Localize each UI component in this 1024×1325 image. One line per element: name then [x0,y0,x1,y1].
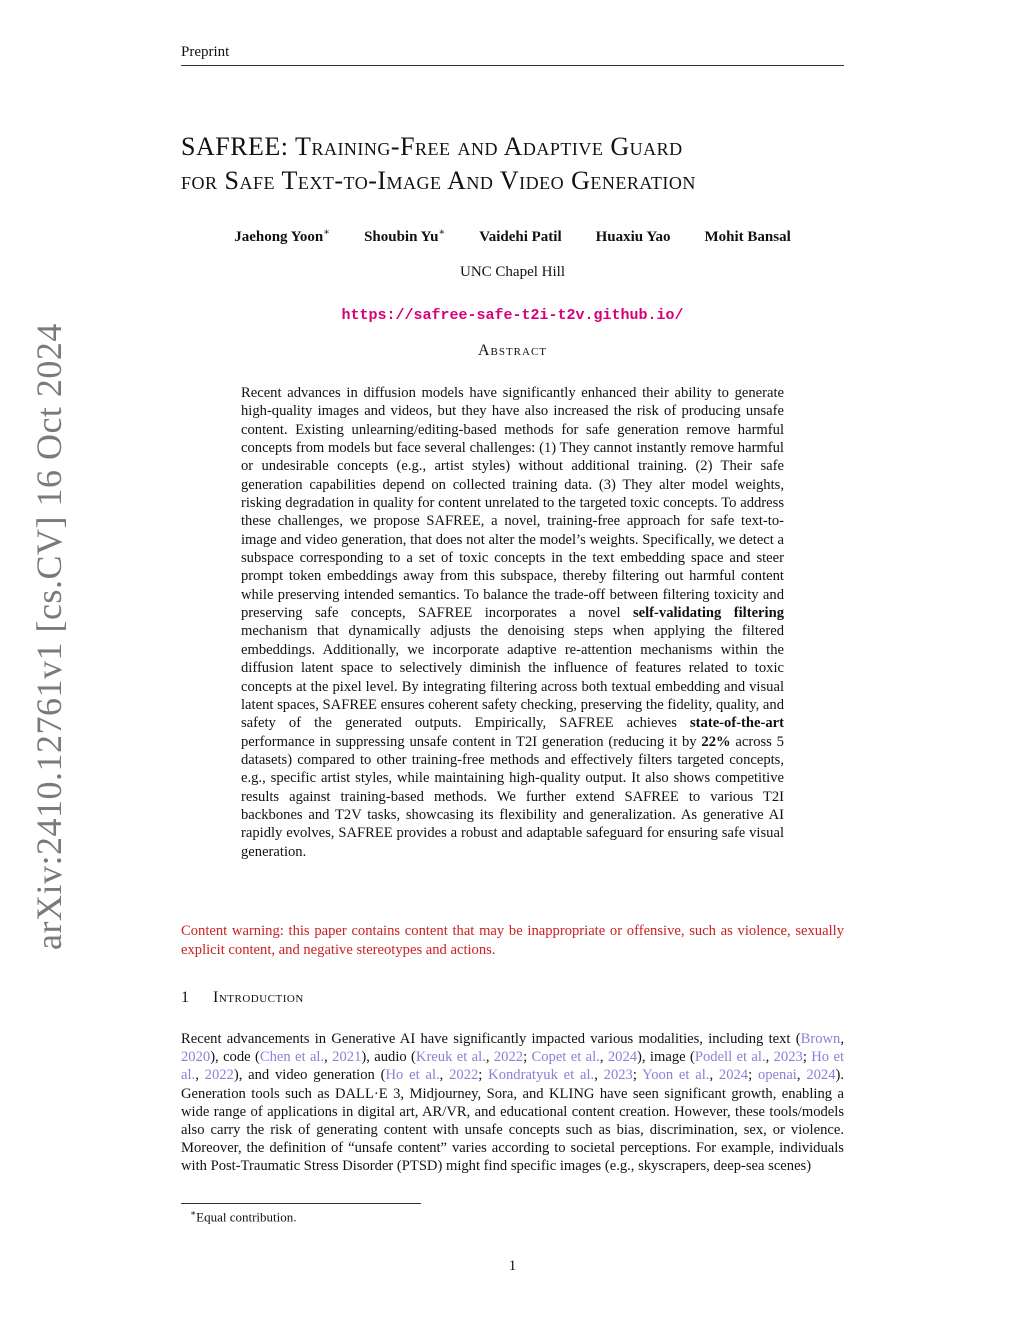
affiliation: UNC Chapel Hill [460,264,565,280]
author: Mohit Bansal [704,229,791,245]
citation-link[interactable]: Podell et al. [694,1049,766,1066]
page-number: 1 [508,1258,517,1274]
footnote: ∗Equal contribution. [190,1208,297,1225]
citation-link[interactable]: openai [757,1067,797,1084]
author: Shoubin Yu∗ [364,227,446,245]
citation-link[interactable]: Brown [800,1031,841,1047]
footnote-divider [181,1203,421,1204]
citation-link[interactable]: Ho et al. [385,1067,440,1084]
citation-link[interactable]: Ho et al. [181,1049,844,1084]
citation-link[interactable]: 2021 [332,1049,362,1066]
author: Jaehong Yoon∗ [234,227,331,245]
title-line-2: for Safe Text-to-Image And Video Generation [181,166,696,195]
citation-link[interactable]: 2024 [806,1067,836,1084]
arxiv-stamp: arXiv:2410.12761v1 [cs.CV] 16 Oct 2024 [29,323,69,950]
citation-link[interactable]: 2023 [773,1049,803,1066]
title-line-1: SAFREE: Training-Free and Adaptive Guard [181,132,683,161]
section-heading [181,989,844,1007]
introduction-paragraph: Recent advancements in Generative AI have significantly impacted various modalities, including text (Brown, 2020), code (Chen et al., 2021), audio (Kreuk et al., 2022; Copet et al., 2024), image (Podell et al., 2023; Ho et al., 2022), and video generation (Ho et al., 2022; Kondratyuk et al., 2023; Yoon et al., 2024; openai, 2024). Generation tools such as DALL·E 3, Midjourney, Sora, and KLING have seen significant growth, enabling a wide range of applications in digital art, AR/VR, and educational content creation. However, these tools/models also carry the risk of generating content with unsafe concepts such as bias, discrimination, sex, or violence. Moreover, the definition of “unsafe content” varies according to societal perceptions. For example, individuals with Post-Traumatic Stress Disorder (PTSD) might find specific images (e.g., skyscrapers, deep-sea scenes) [181,1031,845,1175]
abstract-heading: Abstract [477,342,548,359]
running-header: Preprint [181,44,844,66]
citation-link[interactable]: 2023 [603,1067,633,1084]
author-list [181,227,844,246]
citation-link[interactable]: 2022 [449,1067,479,1084]
citation-link[interactable]: Kreuk et al. [415,1049,486,1066]
citation-link[interactable]: 2024 [718,1067,749,1084]
citation-link[interactable]: Chen et al. [259,1049,325,1066]
citation-link[interactable]: Kondratyuk et al. [488,1067,595,1084]
citation-link[interactable]: 2022 [204,1067,234,1084]
section-title: Introduction [213,989,304,1006]
citation-link[interactable]: 2024 [607,1049,638,1066]
paper-title [181,130,844,198]
citation-link[interactable]: 2022 [493,1049,524,1066]
author: Vaidehi Patil [479,229,562,245]
citation-link[interactable]: Yoon et al. [642,1067,710,1084]
author: Huaxiu Yao [595,229,671,245]
section-number: 1 [181,989,190,1006]
citation-link[interactable]: Copet et al. [531,1049,600,1066]
project-url-link[interactable]: https://safree-safe-t2i-t2v.github.io/ [341,307,684,324]
content-warning: Content warning: this paper contains content that may be inappropriate or offensive, such as violence, sexually explicit content, and negative stereotypes and actions. [181,923,844,958]
citation-link[interactable]: 2020 [181,1049,211,1066]
abstract-text: Recent advances in diffusion models have significantly enhanced their ability to generate high-quality images and videos, but they have also increased the risk of producing unsafe content. Existing unlearning/editing-based methods for safe generation remove harmful concepts from models but face several challenges: (1) They cannot instantly remove harmful or undesirable concepts (e.g., artist styles) without additional training. (2) Their safe generation capabilities depend on collected training data. (3) They alter model weights, risking degradation in quality for content unrelated to the targeted toxic concepts. To address these challenges, we propose SAFREE, a novel, training-free approach for safe text-to-image and video generation, that does not alter the model’s weights. Specifically, we detect a subspace corresponding to a set of toxic concepts in the text embedding space and steer prompt token embeddings away from this subspace, thereby filtering out harmful content while preserving intended semantics. To balance the trade-off between filtering toxicity and preserving safe concepts, SAFREE incorporates a novel self-validating filtering mechanism that dynamically adjusts the denoising steps when applying the filtered embeddings. Additionally, we incorporate adaptive re-attention mechanisms within the diffusion latent space to selectively diminish the influence of features related to toxic concepts at the pixel level. By integrating filtering across both textual embedding and visual latent spaces, SAFREE ensures coherent safety checking, preserving the fidelity, quality, and safety of the generated outputs. Empirically, SAFREE achieves state-of-the-art performance in suppressing unsafe content in T2I generation (reducing it by 22% across 5 datasets) compared to other training-free methods and effectively filters targeted concepts, e.g., specific artist styles, while maintaining high-quality output. It also shows competitive results against training-based methods. We further extend SAFREE to various T2I backbones and T2V tasks, showcasing its flexibility and generalization. As generative AI rapidly evolves, SAFREE provides a robust and adaptable safeguard for ensuring safe visual generation. [241,385,784,860]
